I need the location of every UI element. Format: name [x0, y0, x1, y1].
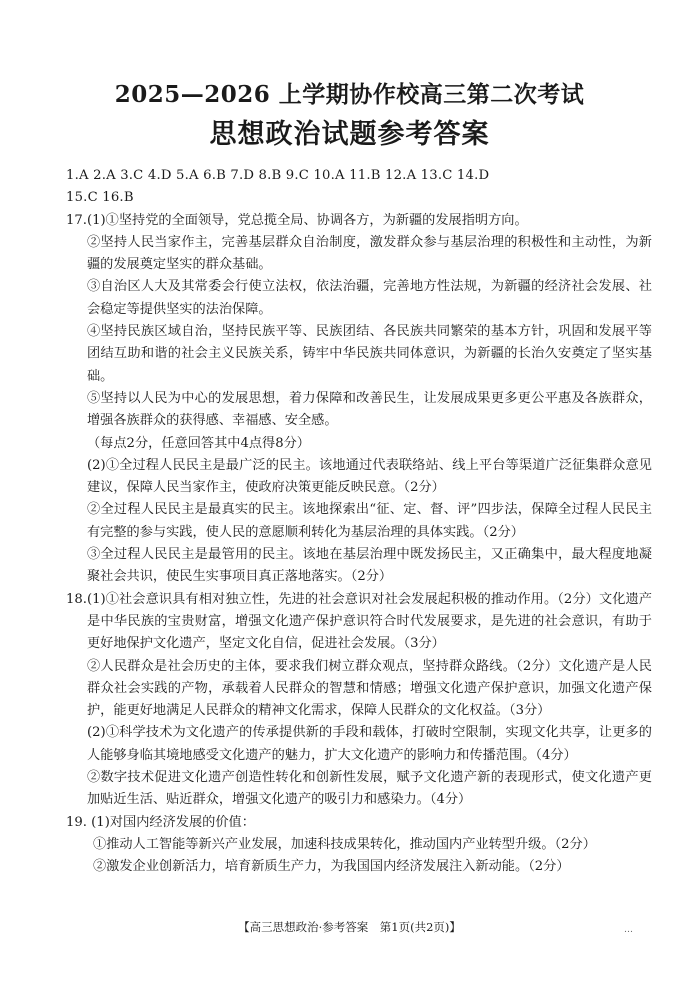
q17-2-point-3: ③全过程人民民主是最管用的民主。该地在基层治理中既发扬民主，又正确集中，最大程度地凝聚社会共识，使民生实事项目真正落地落实。（2分） — [87, 547, 652, 585]
page-footer: 【高三思想政治·参考答案 第1页(共2页)】 — [238, 920, 461, 934]
q18-1-point-2: ②人民群众是社会历史的主体，要求我们树立群众观点，坚持群众路线。（2分）文化遗产是人民群众社会实践的产物，承载着人民群众的智慧和情感；增强文化遗产保护意识，加强文化遗产保护，能更好地满足人民群众的精神文化需求，保障人民群众的文化权益。（3分） — [87, 658, 652, 719]
q17-1-point-2: ②坚持人民当家作主，完善基层群众自治制度，激发群众参与基层治理的积极性和主动性，为新疆的发展奠定坚实的群众基础。 — [87, 234, 652, 273]
q18-1-point-1: 18.(1)①社会意识具有相对独立性，先进的社会意识对社会发展起积极的推动作用。（2分）文化遗产是中华民族的宝贵财富，增强文化遗产保护意识符合时代发展要求，是先进的社会意识，有助于更好地保护文化遗产，坚定文化自信，促进社会发展。（3分） — [66, 591, 652, 652]
q19-1-point-1: ①推动人工智能等新兴产业发展，加速科技成果转化，推动国内产业转型升级。（2分） — [93, 836, 596, 852]
q17-1-point-5: ⑤坚持以人民为中心的发展思想，着力保障和改善民生，让发展成果更多更公平惠及各族群众，增强各族群众的获得感、幸福感、安全感。 — [87, 390, 652, 429]
mc-answers-line-2: 15.C 16.B — [66, 190, 134, 206]
q17-2-point-2: ②全过程人民民主是最真实的民主。该地探索出“征、定、督、评”四步法，保障全过程人民民主有完整的参与实践，使人民的意愿顺利转化为基层治理的具体实践。（2分） — [87, 502, 652, 540]
q17-2-point-1: (2)①全过程人民民主是最广泛的民主。该地通过代表联络站、线上平台等渠道广泛征集群众意见建议，保障人民当家作主，使政府决策更能反映民意。（2分） — [87, 457, 652, 496]
q17-1-scoring-note: （每点2分，任意回答其中4点得8分） — [87, 435, 310, 451]
q19-1-heading: 19. (1)对国内经济发展的价值： — [66, 814, 255, 830]
q18-2-point-2: ②数字技术促进文化遗产创造性转化和创新性发展，赋予文化遗产新的表现形式，使文化遗产更加贴近生活、贴近群众，增强文化遗产的吸引力和感染力。（4分） — [87, 770, 652, 808]
q19-1-point-2: ②激发企业创新活力，培育新质生产力，为我国国内经济发展注入新动能。（2分） — [93, 859, 570, 875]
q17-1-point-4: ④坚持民族区域自治，坚持民族平等、民族团结、各民族共同繁荣的基本方针，巩固和发展平等团结互助和谐的社会主义民族关系，铸牢中华民族共同体意识，为新疆的长治久安奠定了坚实基础。 — [87, 324, 652, 384]
mc-answers-line-1: 1.A 2.A 3.C 4.D 5.A 6.B 7.D 8.B 9.C 10.A 11.B 12.A 13.C 14.D — [66, 168, 490, 183]
exam-title: 2025—2026 上学期协作校高三第二次考试 — [114, 81, 585, 108]
answer-key-title: 思想政治试题参考答案 — [209, 119, 490, 150]
corner-mark: … — [624, 925, 633, 935]
answer-body — [66, 165, 652, 879]
q17-1-point-1: 17.(1)①坚持党的全面领导，党总揽全局、协调各方，为新疆的发展指明方向。 — [66, 212, 528, 228]
q17-1-point-3: ③自治区人大及其常委会行使立法权，依法治疆，完善地方性法规，为新疆的经济社会发展、社会稳定等提供坚实的法治保障。 — [87, 279, 652, 317]
q18-2-point-1: (2)①科学技术为文化遗产的传承提供新的手段和载体，打破时空限制，实现文化共享，让更多的人能够身临其境地感受文化遗产的魅力，扩大文化遗产的影响力和传播范围。（4分） — [87, 725, 652, 763]
